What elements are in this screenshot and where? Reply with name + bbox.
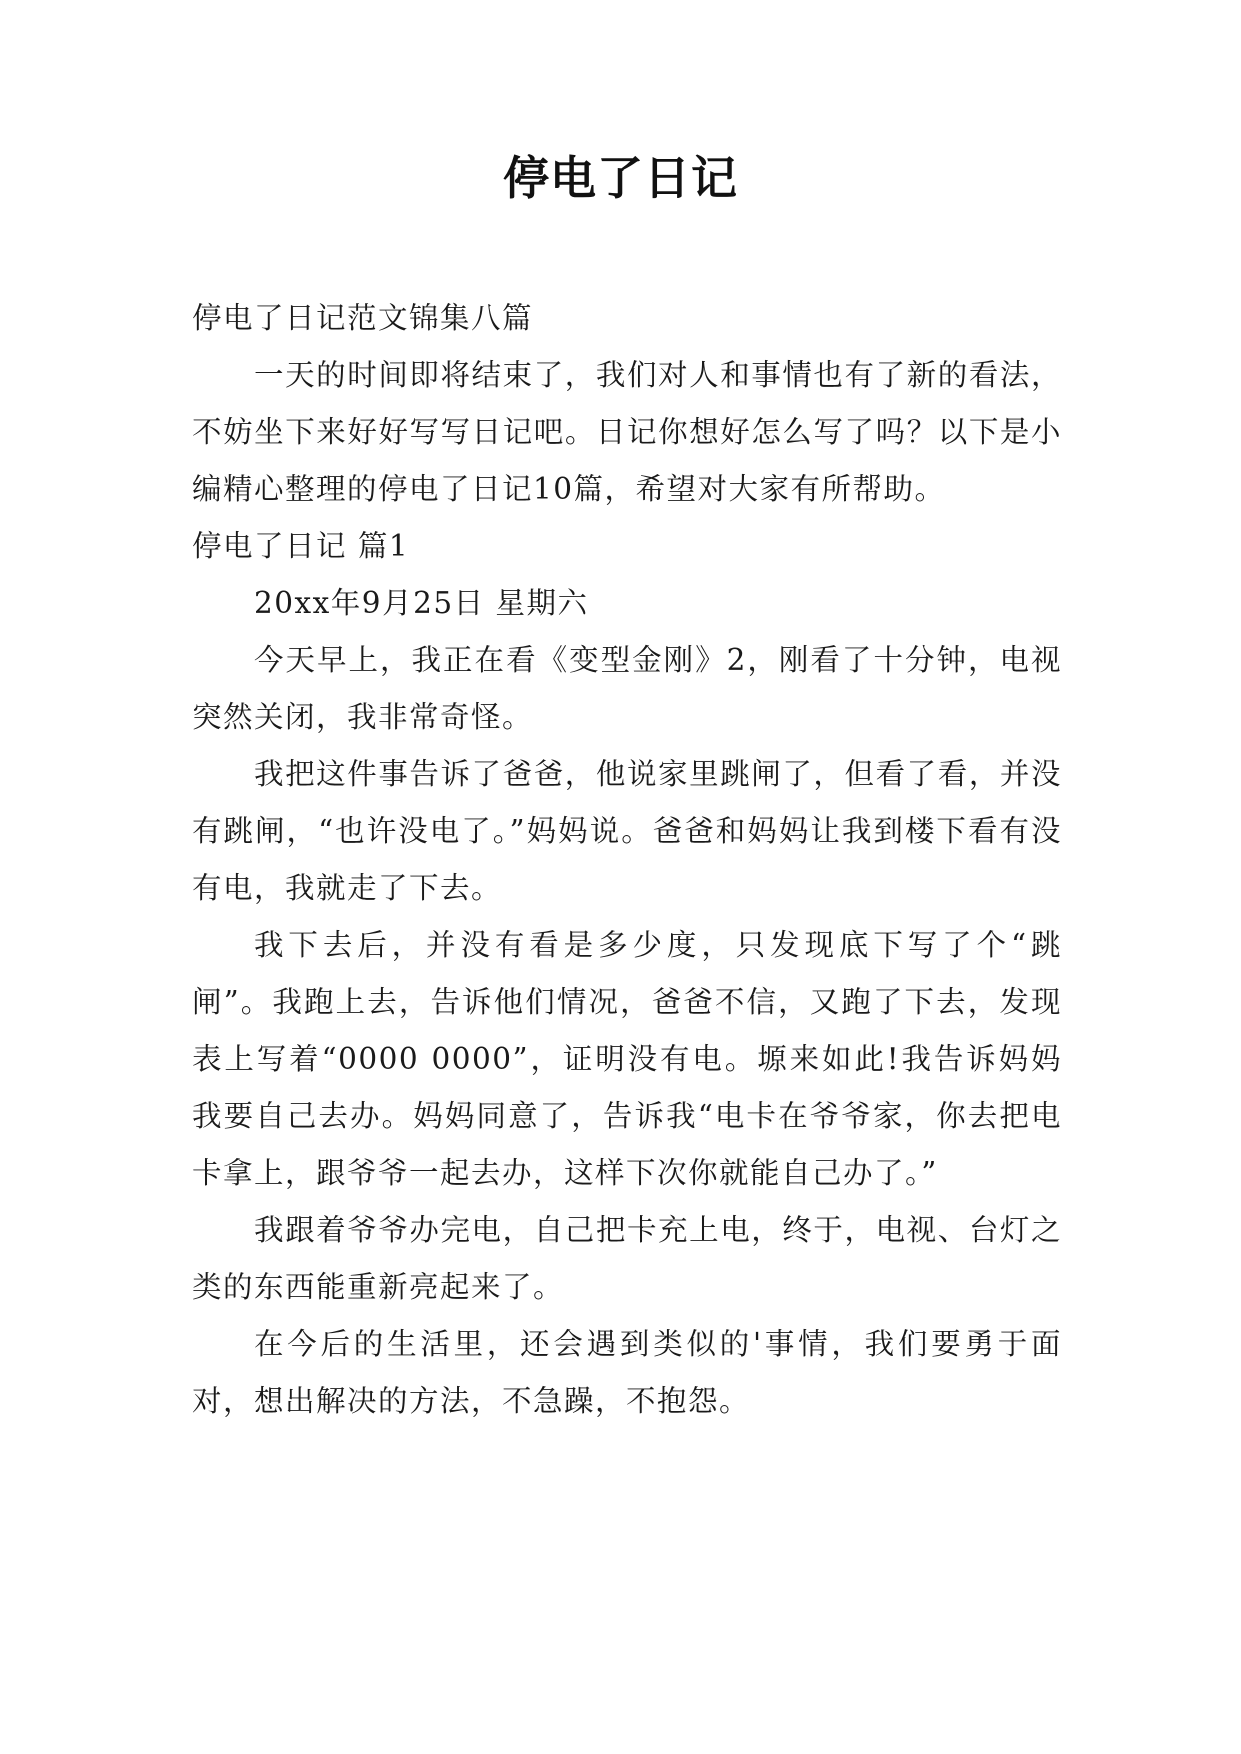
section-heading: 停电了日记 篇1 xyxy=(192,529,410,563)
intro-paragraph: 一天的时间即将结束了，我们对人和事情也有了新的看法，不妨坐下来好好写写日记吧。日记你想好怎么写了吗？以下是小编精心整理的停电了日记10篇，希望对大家有所帮助。 xyxy=(192,358,1062,506)
document-body xyxy=(192,290,1062,1430)
body-paragraph-3: 我下去后，并没有看是多少度，只发现底下写了个“跳闸”。我跑上去，告诉他们情况，爸爸不信，又跑了下去，发现表上写着“0000 0000”，证明没有电。塬来如此!我告诉妈妈我要自己去办。妈妈同意了，告诉我“电卡在爷爷家，你去把电卡拿上，跟爷爷一起去办，这样下次你就能自己办了。” xyxy=(192,928,1062,1190)
document-subtitle: 停电了日记范文锦集八篇 xyxy=(192,301,534,335)
date-line: 20xx年9月25日 星期六 xyxy=(254,586,589,620)
body-paragraph-1: 今天早上，我正在看《变型金刚》2，刚看了十分钟，电视突然关闭，我非常奇怪。 xyxy=(192,643,1062,734)
body-paragraph-2: 我把这件事告诉了爸爸，他说家里跳闸了，但看了看，并没有跳闸，“也许没电了。”妈妈说。爸爸和妈妈让我到楼下看有没有电，我就走了下去。 xyxy=(192,757,1062,905)
document-title: 停电了日记 xyxy=(503,151,738,205)
body-paragraph-4: 我跟着爷爷办完电，自己把卡充上电，终于，电视、台灯之类的东西能重新亮起来了。 xyxy=(192,1213,1062,1304)
body-paragraph-5: 在今后的生活里，还会遇到类似的'事情，我们要勇于面对，想出解决的方法，不急躁，不抱怨。 xyxy=(192,1327,1062,1418)
